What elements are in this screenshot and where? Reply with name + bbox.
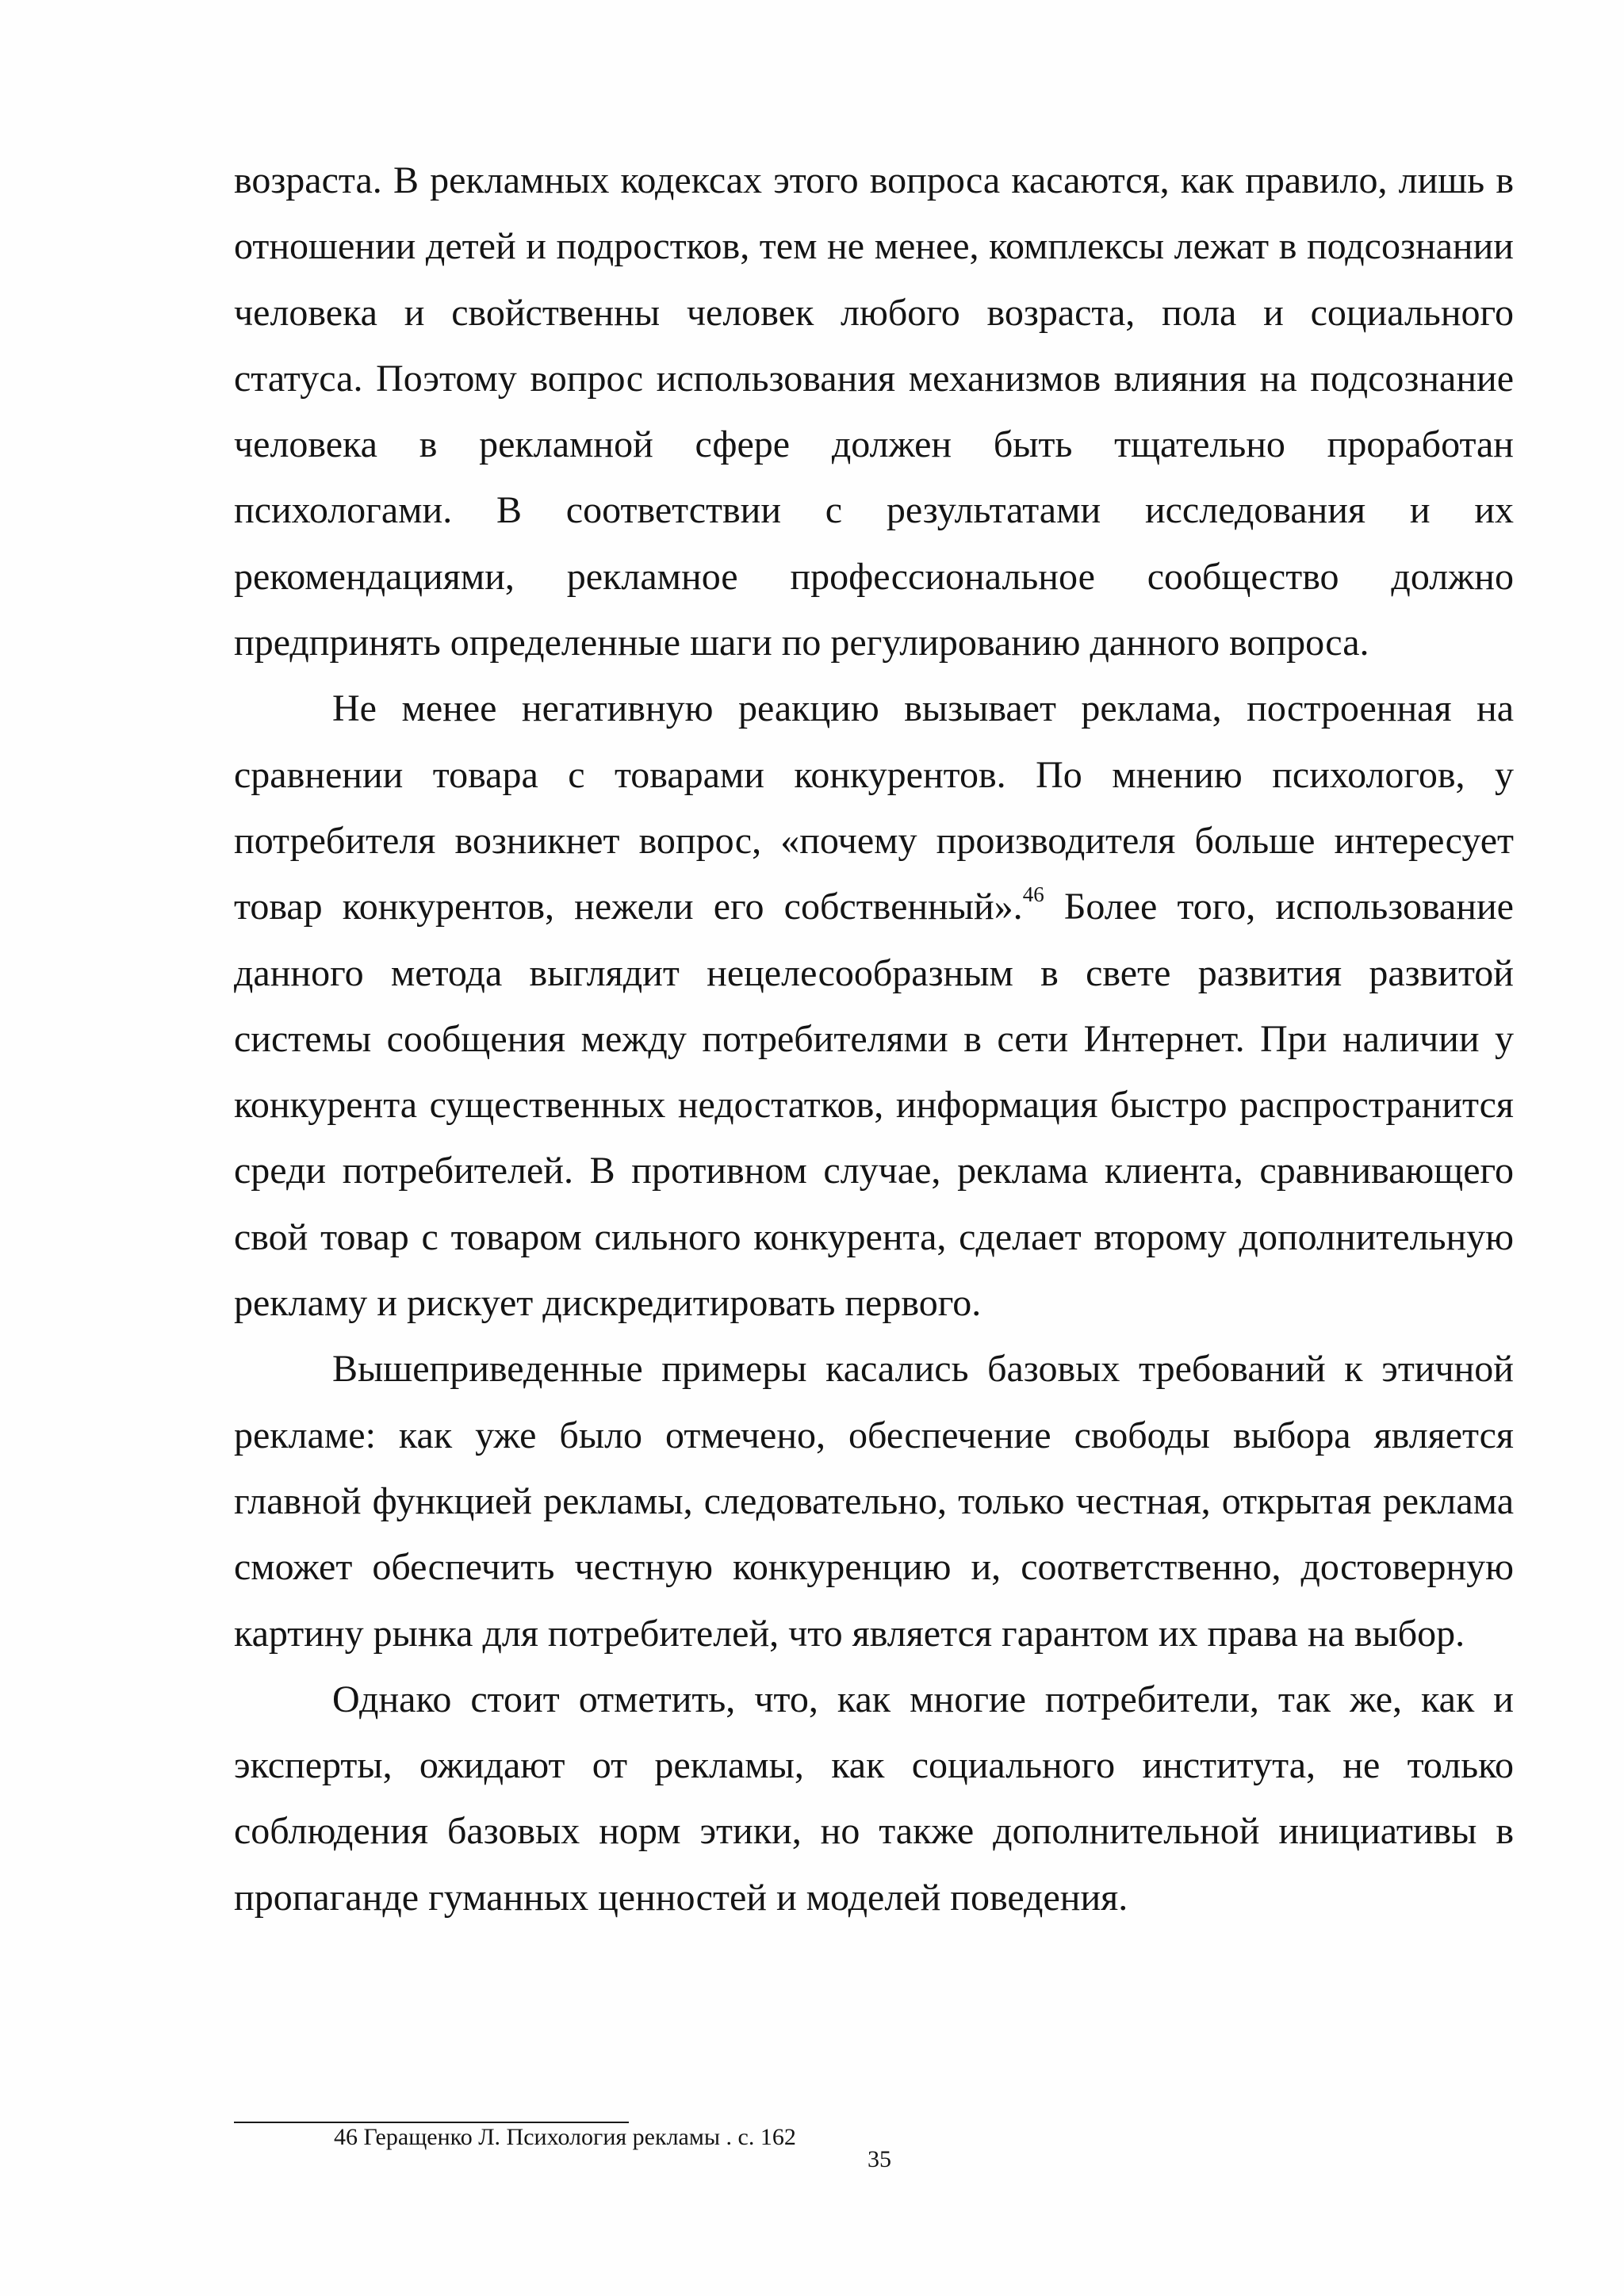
paragraph-2-text-after-note: Более того, использование данного метода выглядит нецелесообразным в свете развития развитой системы сообщения между потребителями в сети Интернет. При наличии у конкурента существенных недостатков, информация быстро распространится среди потребителей. В противном случае, реклама клиента, сравнивающего свой товар с товаром сильного конкурента, сделает второму дополнительную рекламу и рискует дискредитировать первого. (234, 886, 1514, 1325)
page-number: 35 (868, 2146, 891, 2172)
paragraph-2-text-before-note: Не менее негативную реакцию вызывает реклама, построенная на сравнении товара с товарами конкурентов. По мнению психологов, у потребителя возникнет вопрос, «почему производителя больше интересует товар конкурентов, нежели его собственный». (234, 687, 1514, 928)
paragraph-3: Вышеприведенные примеры касались базовых требований к этичной рекламе: как уже было отмечено, обеспечение свободы выбора является главной функцией рекламы, следовательно, только честная, открытая реклама сможет обеспечить честную конкуренцию и, соответственно, достоверную картину рынка для потребителей, что является гарантом их права на выбор. (234, 1348, 1514, 1655)
paragraph-2 (234, 675, 1514, 1336)
footnote: 46 Геращенко Л. Психология рекламы . с. 162 (334, 2124, 796, 2150)
footnote-reference[interactable]: 46 (1022, 882, 1044, 907)
paragraph-4: Однако стоит отметить, что, как многие потребители, так же, как и эксперты, ожидают от рекламы, как социального института, не только соблюдения базовых норм этики, но также дополнительной инициативы в пропаганде гуманных ценностей и моделей поведения. (234, 1678, 1514, 1919)
body-text (234, 147, 1514, 1931)
paragraph-1: возраста. В рекламных кодексах этого вопроса касаются, как правило, лишь в отношении детей и подростков, тем не менее, комплексы лежат в подсознании человека и свойственны человек любого возраста, пола и социального статуса. Поэтому вопрос использования механизмов влияния на подсознание человека в рекламной сфере должен быть тщательно проработан психологами. В соответствии с результатами исследования и их рекомендациями, рекламное профессиональное сообщество должно предпринять определенные шаги по регулированию данного вопроса. (234, 159, 1514, 664)
